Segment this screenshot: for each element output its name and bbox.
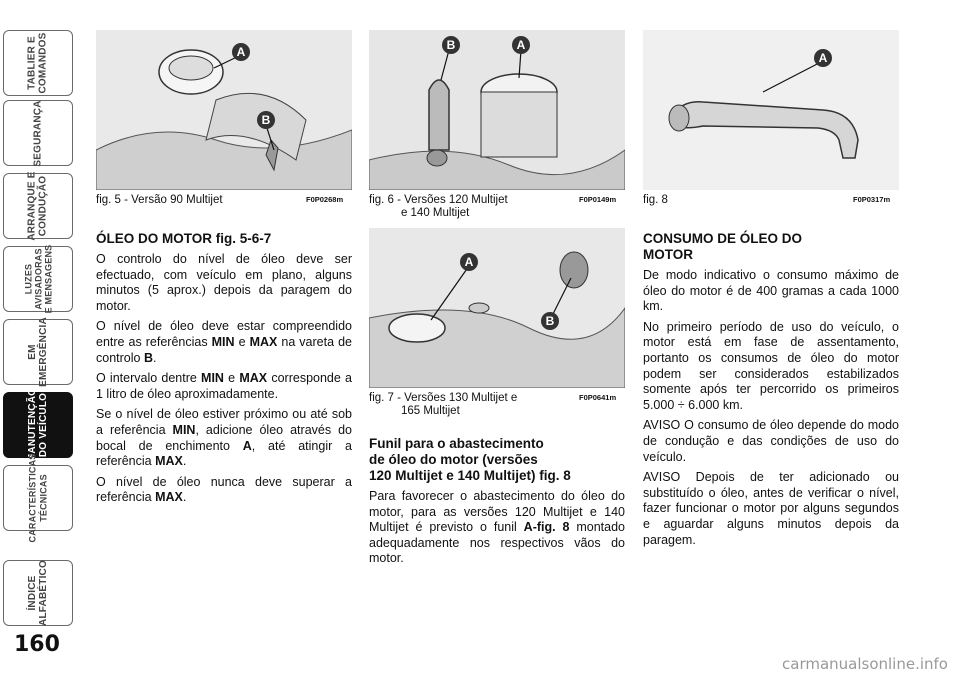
fig7-code: F0P0641m (579, 393, 617, 402)
consumption-heading: CONSUMO DE ÓLEO DO MOTOR (643, 231, 803, 262)
fig6-marker-b: B (446, 38, 456, 52)
funnel-heading: Funil para o abastecimento de óleo do motor (versões 120 Multijet e 140 Multijet) fig. 8 (369, 436, 571, 483)
tab-indice-alfabetico[interactable]: ÍNDICE ALFABÉTICO (3, 560, 73, 626)
oil-level-section (96, 231, 352, 511)
funnel-section (369, 436, 625, 572)
consumption-paragraph-1: De modo indicativo o consumo máximo de óleo do motor é de 400 gramas a cada 1000 km. (643, 268, 899, 314)
page-number: 160 (14, 632, 60, 657)
oil-section-heading: ÓLEO DO MOTOR fig. 5-6-7 (96, 231, 272, 246)
fig7-caption: fig. 7 - Versões 130 Multijet e 165 Multijet (369, 392, 518, 417)
fig5-caption: fig. 5 - Versão 90 Multijet (96, 194, 223, 206)
fig7-marker-a: A (464, 255, 474, 269)
figure-7-engine-photo (369, 228, 625, 388)
fig6-code: F0P0149m (579, 195, 617, 204)
fig7-marker-b: B (545, 314, 555, 328)
tab-seguranca[interactable]: SEGURANÇA (3, 100, 73, 166)
watermark: carmanualsonline.info (782, 655, 948, 673)
figure-5-engine-photo (96, 30, 352, 190)
tab-em-emergencia[interactable]: EM EMERGÊNCIA (3, 319, 73, 385)
consumption-paragraph-2: No primeiro período de uso do veículo, o motor está em fase de assentamento, portanto os consumos de óleo do motor podem ser considerados estabilizados somente após ter percorrido os primeiros 5.000 ÷ 6.000 km. (643, 319, 899, 412)
tab-manutencao-veiculo[interactable]: MANUTENÇÃO DO VEÍCULO (3, 392, 73, 458)
fig5-marker-a: A (236, 45, 246, 59)
tab-tablier-comandos[interactable]: TABLIER E COMANDOS (3, 30, 73, 96)
tab-arranque-conducao[interactable]: ARRANQUE E CONDUÇÃO (3, 173, 73, 239)
funnel-paragraph: Para favorecer o abastecimento do óleo do motor, para as versões 120 Multijet e 140 Multijet é previsto o funil A-fig. 8 montado adequadamente nos respectivos vãos do motor. (369, 489, 625, 566)
fig6-marker-a: A (516, 38, 526, 52)
consumption-paragraph-4: AVISO Depois de ter adicionado ou substituído o óleo, antes de verificar o nível, fazer funcionar o motor por alguns segundos e aguardar alguns minutos depois da paragem. (643, 470, 899, 547)
oil-paragraph-2: O nível de óleo deve estar compreendido entre as referências MIN e MAX na vareta de controlo B. (96, 319, 352, 365)
fig5-code: F0P0268m (306, 195, 344, 204)
fig8-caption: fig. 8 (643, 194, 668, 206)
fig8-code: F0P0317m (853, 195, 891, 204)
tab-luzes-avisadoras[interactable]: LUZES AVISADORAS E MENSAGENS (3, 246, 73, 312)
oil-consumption-section (643, 231, 899, 553)
fig5-marker-b: B (261, 113, 271, 127)
fig8-marker-a: A (818, 51, 828, 65)
fig6-caption: fig. 6 - Versões 120 Multijet e 140 Multijet (369, 194, 508, 219)
oil-paragraph-5: O nível de óleo nunca deve superar a referência MAX. (96, 474, 352, 505)
consumption-paragraph-3: AVISO O consumo de óleo depende do modo de condução e das condições de uso do veículo. (643, 418, 899, 464)
oil-paragraph-1: O controlo do nível de óleo deve ser efectuado, com veículo em plano, alguns minutos (5 aprox.) depois da paragem do motor. (96, 252, 352, 313)
figure-6-engine-photo (369, 30, 625, 190)
oil-paragraph-4: Se o nível de óleo estiver próximo ou até sob a referência MIN, adicione óleo através do bocal de enchimento A, até atingir a referência MAX. (96, 407, 352, 469)
figure-8-oil-funnel (643, 30, 899, 190)
oil-paragraph-3: O intervalo dentre MIN e MAX corresponde a 1 litro de óleo aproximadamente. (96, 371, 352, 401)
tab-caracteristicas-tecnicas[interactable]: CARACTERÍSTICAS TÉCNICAS (3, 465, 73, 531)
